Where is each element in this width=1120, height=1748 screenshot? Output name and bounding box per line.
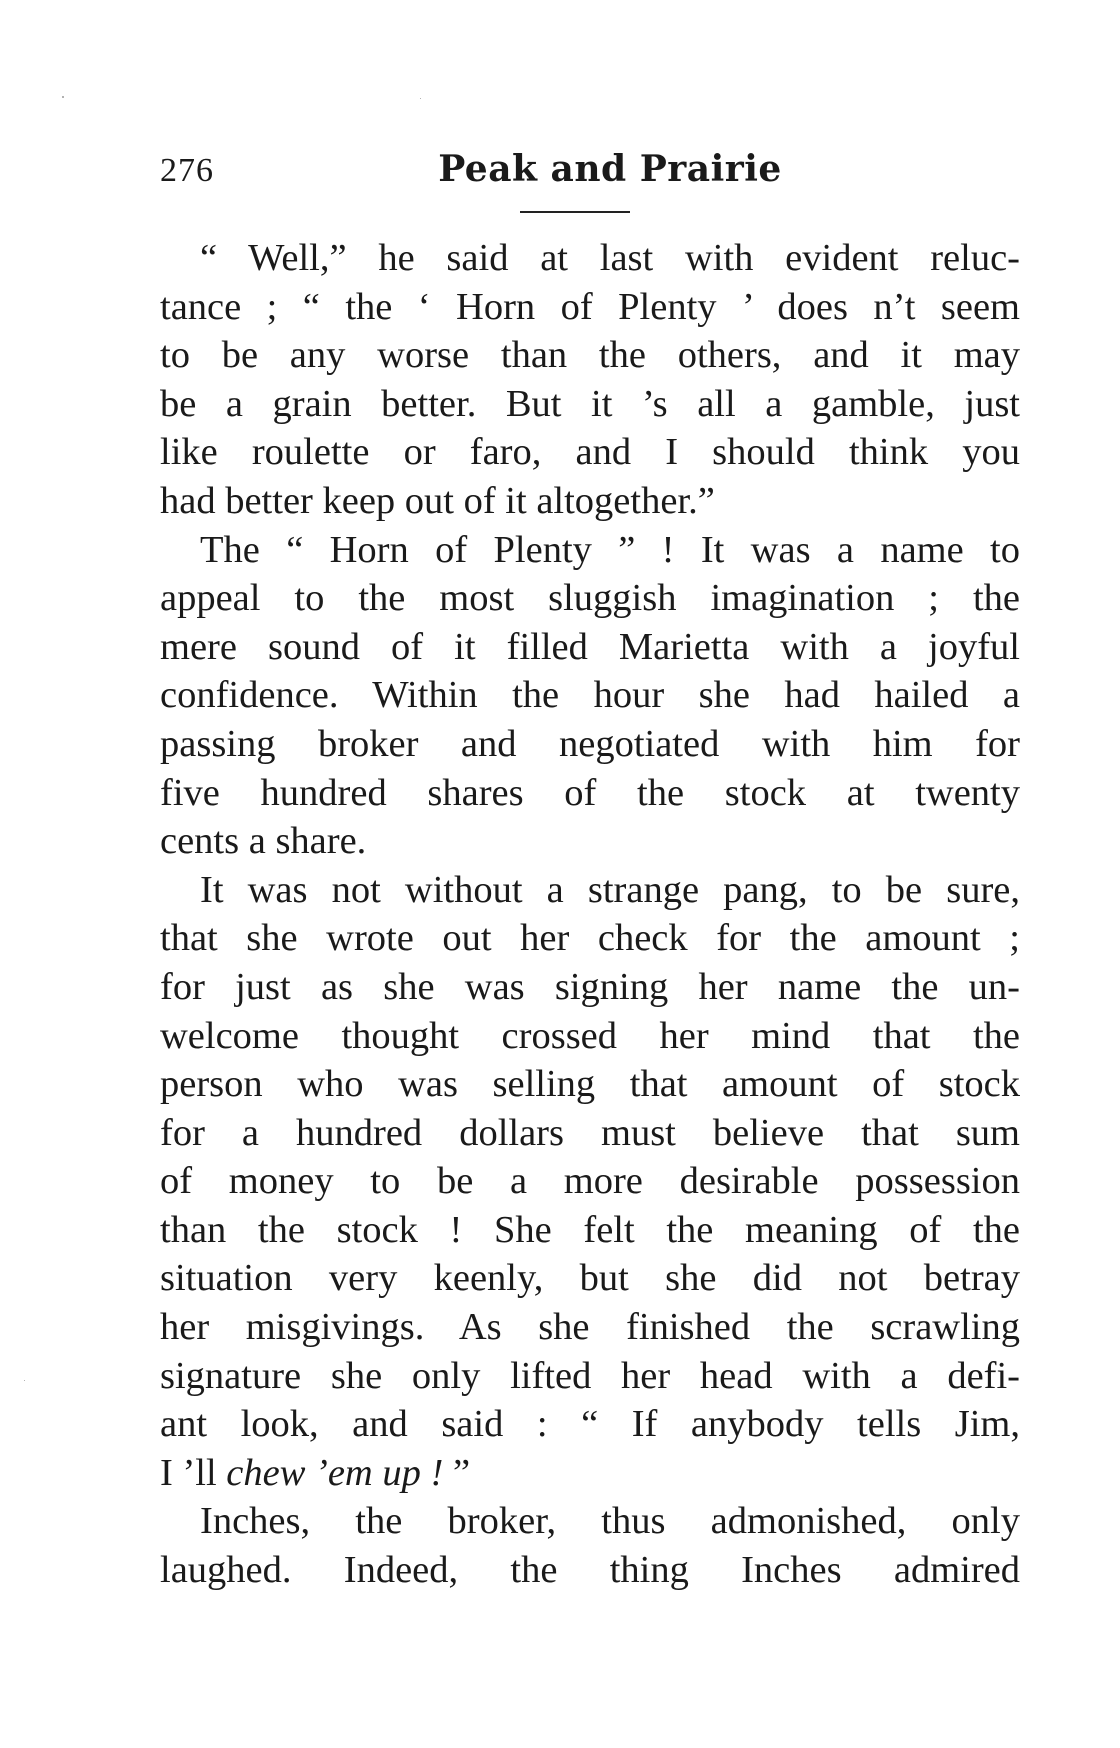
- page-header: [160, 148, 1020, 208]
- text-line: laughed. Indeed, the thing Inches admired: [160, 1549, 1020, 1592]
- text-line: be a grain better. But it ’s all a gamble, just: [160, 382, 1020, 425]
- text-line: for a hundred dollars must believe that sum: [160, 1111, 1020, 1154]
- line-suffix: ”: [443, 1451, 471, 1494]
- text-line: passing broker and negotiated with him for: [160, 722, 1020, 765]
- text-line: [160, 1449, 1020, 1498]
- paper-speck: [24, 1380, 25, 1381]
- text-line: The “ Horn of Plenty ” ! It was a name to: [200, 528, 1020, 571]
- text-line: than the stock ! She felt the meaning of the: [160, 1208, 1020, 1251]
- text-line: like roulette or faro, and I should think you: [160, 431, 1020, 474]
- text-line: mere sound of it filled Marietta with a joyful: [160, 625, 1020, 668]
- italic-exclamation: chew ’em up !: [226, 1451, 444, 1494]
- line-prefix: I ’ll: [160, 1451, 227, 1494]
- text-line: welcome thought crossed her mind that the: [160, 1014, 1020, 1057]
- text-line: that she wrote out her check for the amount ;: [160, 917, 1020, 960]
- text-line: confidence. Within the hour she had hailed a: [160, 674, 1020, 717]
- page-number: 276: [160, 152, 214, 189]
- text-line: cents a share.: [160, 820, 367, 863]
- running-title: Peak and Prairie: [438, 148, 782, 190]
- paper-speck: [420, 98, 421, 99]
- text-line: situation very keenly, but she did not betray: [160, 1257, 1020, 1300]
- text-line: tance ; “ the ‘ Horn of Plenty ’ does n’t seem: [160, 285, 1020, 328]
- text-line: had better keep out of it altogether.”: [160, 479, 715, 522]
- text-line: her misgivings. As she finished the scrawling: [160, 1306, 1020, 1349]
- header-rule: [520, 211, 630, 213]
- text-line: five hundred shares of the stock at twenty: [160, 771, 1020, 814]
- text-line: appeal to the most sluggish imagination ; the: [160, 577, 1020, 620]
- text-line: “ Well,” he said at last with evident reluc-: [200, 237, 1020, 279]
- text-line: ant look, and said : “ If anybody tells Jim,: [160, 1403, 1020, 1446]
- body-text: [160, 234, 1020, 1595]
- text-line: for just as she was signing her name the un-: [160, 965, 1020, 1008]
- text-line: It was not without a strange pang, to be sure,: [200, 868, 1020, 911]
- text-line: signature she only lifted her head with a defi-: [160, 1354, 1020, 1397]
- text-line: of money to be a more desirable possession: [160, 1160, 1020, 1203]
- text-line: to be any worse than the others, and it may: [160, 334, 1020, 377]
- paper-speck: [62, 96, 64, 98]
- text-line: Inches, the broker, thus admonished, only: [200, 1500, 1020, 1543]
- text-line: person who was selling that amount of stock: [160, 1063, 1020, 1106]
